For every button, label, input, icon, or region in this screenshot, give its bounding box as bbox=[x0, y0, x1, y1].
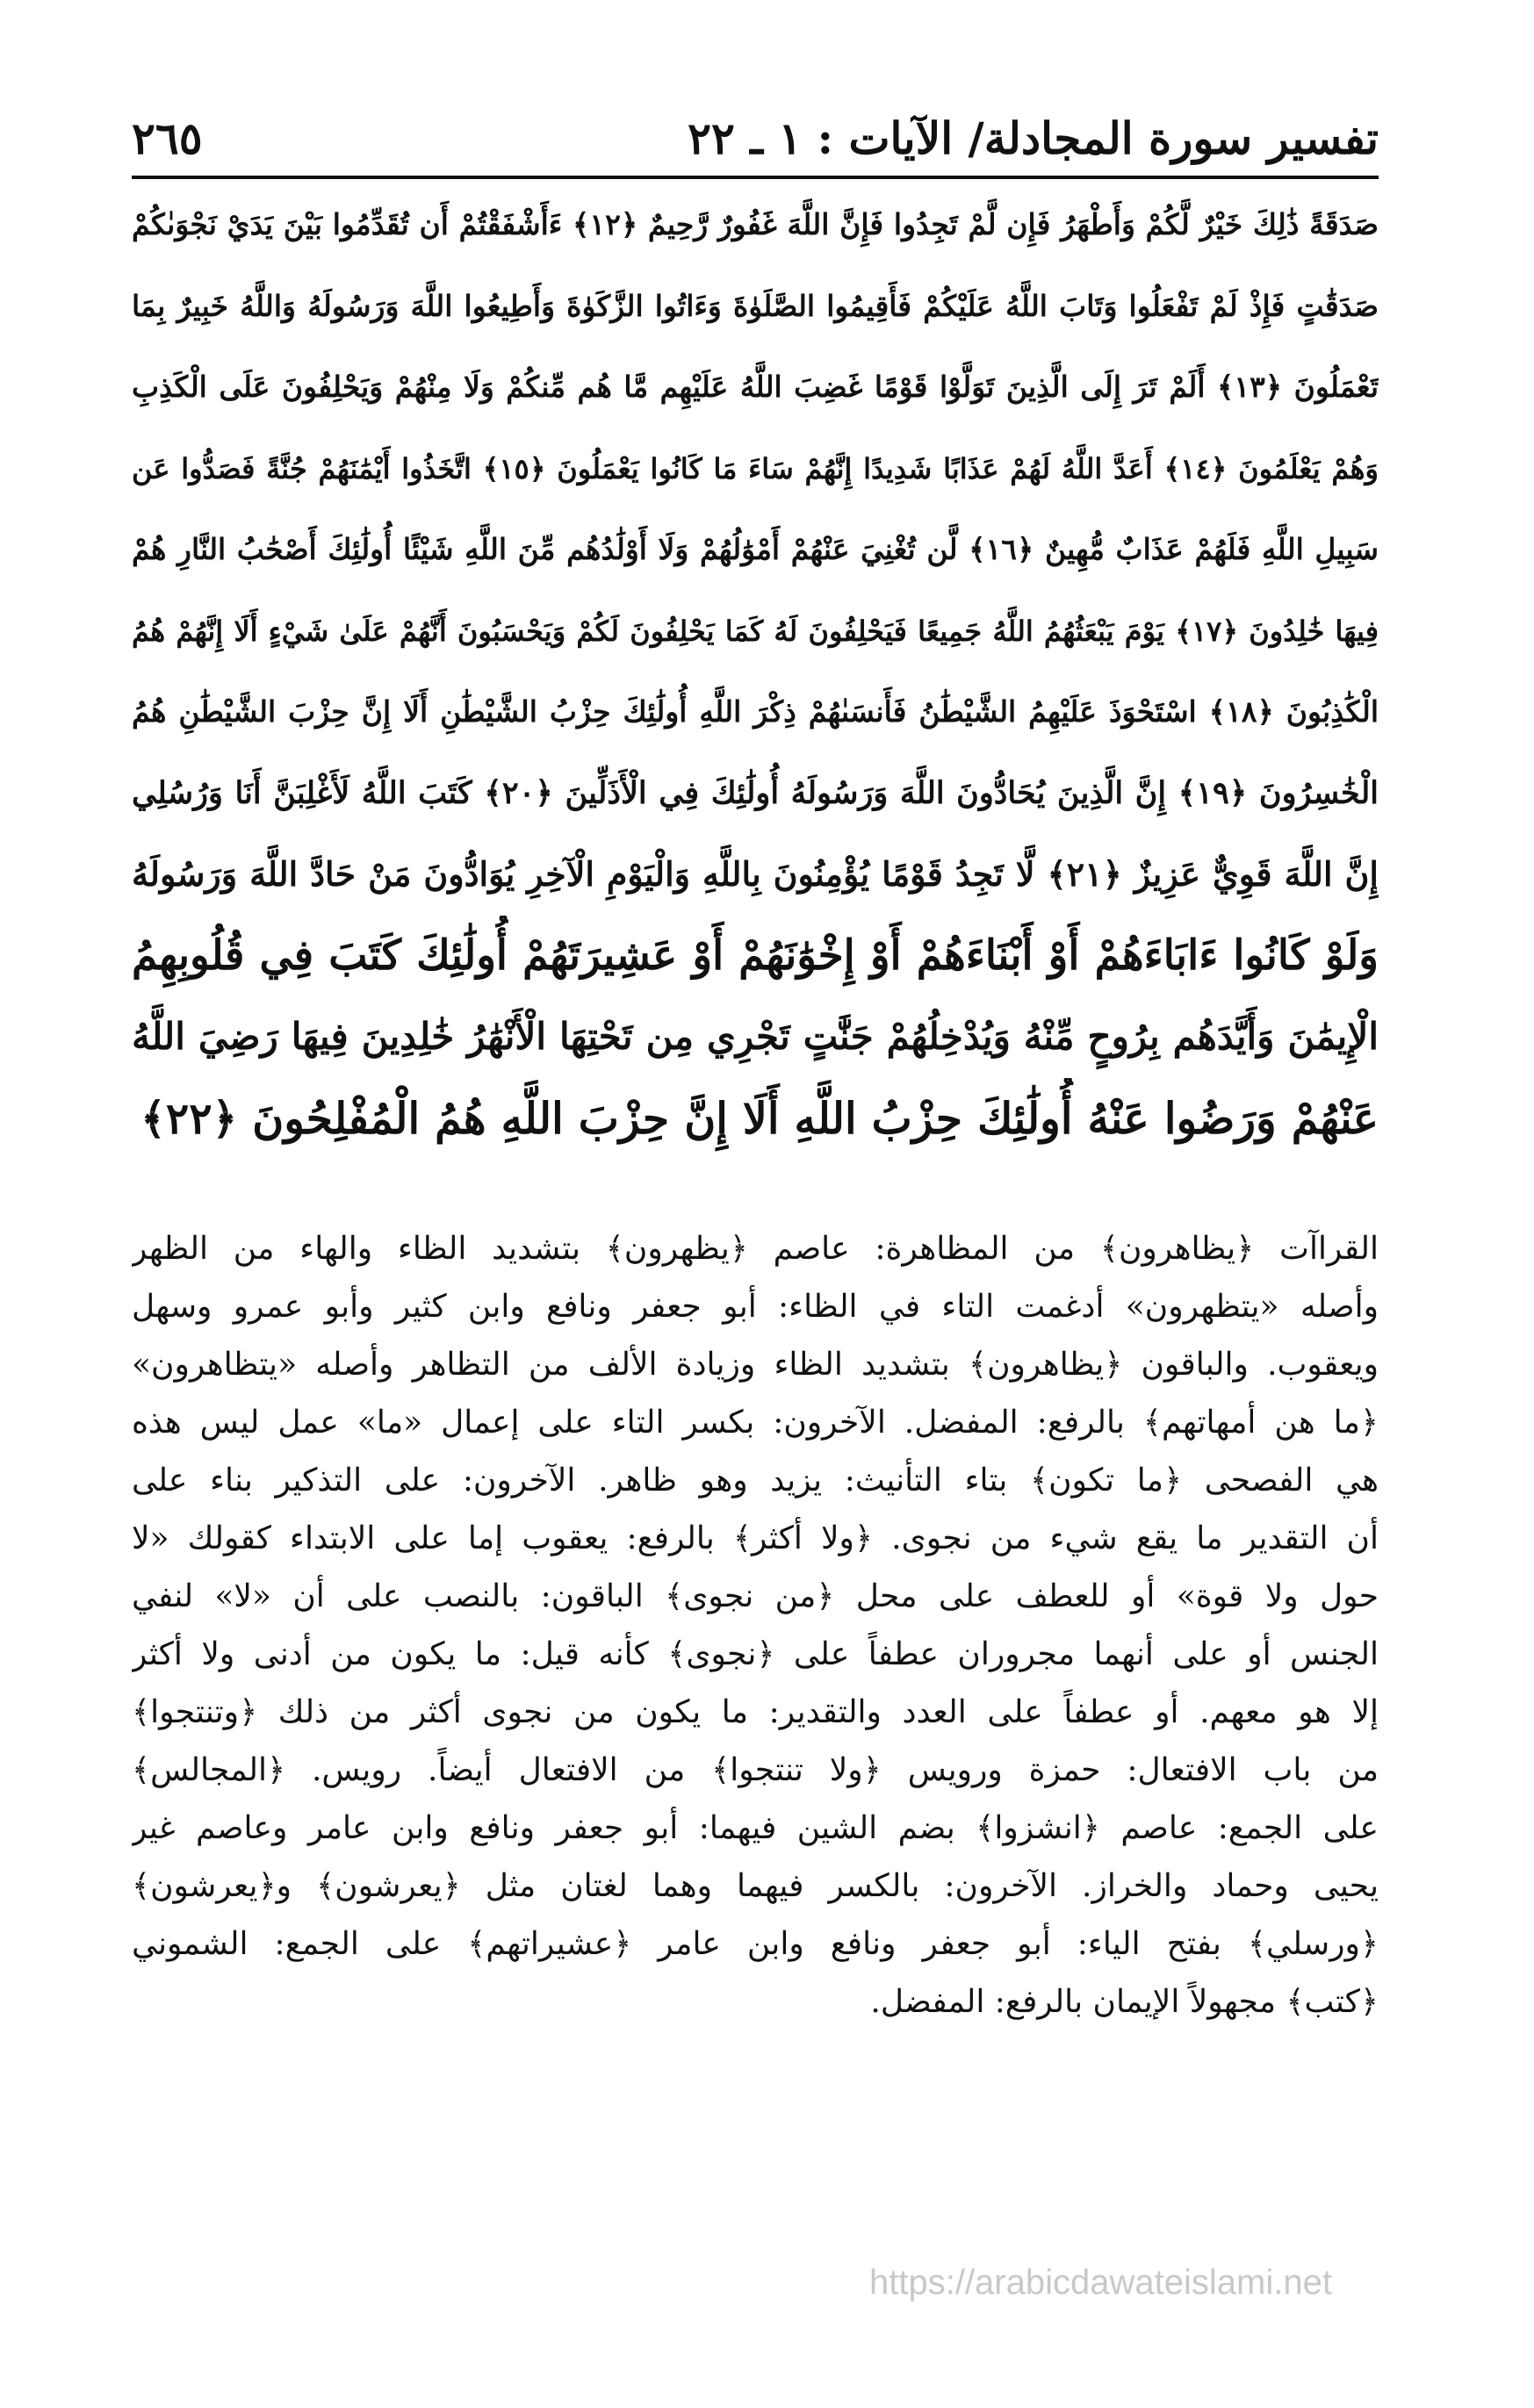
commentary-line: الجنس أو على أنهما مجروران عطفاً على ﴿نجوى﴾ كأنه قيل: ما يكون من أدنى ولا أكثر bbox=[132, 1636, 1379, 1672]
verse-line: صَدَقَةً ذَٰلِكَ خَيْرٌ لَّكُمْ وَأَطْهَرُ فَإِن لَّمْ تَجِدُوا فَإِنَّ اللَّهَ غَفُورٌ رَّحِيمٌ ﴿١٢﴾ ءَأَشْفَقْتُمْ أَن تُقَدِّمُوا بَيْنَ يَدَيْ نَجْوَىٰكُمْ bbox=[132, 207, 1379, 241]
verse-line: صَدَقَٰتٍ فَإِذْ لَمْ تَفْعَلُوا وَتَابَ اللَّهُ عَلَيْكُمْ فَأَقِيمُوا الصَّلَوٰةَ وَءَاتُوا الزَّكَوٰةَ وَأَطِيعُوا اللَّهَ وَرَسُولَهُ وَاللَّهُ خَبِيرٌ بِمَا bbox=[132, 288, 1379, 323]
commentary-line: يحيى وحماد والخراز. الآخرون: بالكسر فيهما وهما لغتان مثل ﴿يعرشون﴾ و﴿يعرشون﴾ bbox=[132, 1868, 1379, 1904]
quran-verses bbox=[132, 184, 1379, 1159]
commentary-line: هي الفصحى ﴿ما تكون﴾ بتاء التأنيث: يزيد وهو ظاهر. الآخرون: على التذكير بناء على bbox=[132, 1463, 1379, 1499]
verse-line: وَهُمْ يَعْلَمُونَ ﴿١٤﴾ أَعَدَّ اللَّهُ لَهُمْ عَذَابًا شَدِيدًا إِنَّهُمْ سَاءَ مَا كَانُوا يَعْمَلُونَ ﴿١٥﴾ اتَّخَذُوا أَيْمَٰنَهُمْ جُنَّةً فَصَدُّوا عَن bbox=[132, 451, 1379, 485]
verse-line: إِنَّ اللَّهَ قَوِيٌّ عَزِيزٌ ﴿٢١﴾ لَّا تَجِدُ قَوْمًا يُؤْمِنُونَ بِاللَّهِ وَالْيَوْمِ الْآخِرِ يُوَادُّونَ مَنْ حَادَّ اللَّهَ وَرَسُولَهُ bbox=[132, 854, 1379, 894]
running-title: تفسير سورة المجادلة/ الآيات : ١ ـ ٢٢ bbox=[688, 112, 1379, 164]
watermark-url: https://arabicdawateislami.net bbox=[869, 2263, 1332, 2302]
verse-line: الْإِيمَٰنَ وَأَيَّدَهُم بِرُوحٍ مِّنْهُ وَيُدْخِلُهُمْ جَنَّٰتٍ تَجْرِي مِن تَحْتِهَا الْأَنْهَٰرُ خَٰلِدِينَ فِيهَا رَضِيَ اللَّهُ bbox=[132, 1015, 1379, 1058]
verse-line: وَلَوْ كَانُوا ءَابَاءَهُمْ أَوْ أَبْنَاءَهُمْ أَوْ إِخْوَٰنَهُمْ أَوْ عَشِيرَتَهُمْ أُولَٰئِكَ كَتَبَ فِي قُلُوبِهِمُ bbox=[132, 931, 1379, 980]
commentary-line: أن التقدير ما يقع شيء من نجوى. ﴿ولا أكثر﴾ بالرفع: يعقوب إما على الابتداء كقولك «لا bbox=[132, 1520, 1379, 1556]
verse-line: سَبِيلِ اللَّهِ فَلَهُمْ عَذَابٌ مُّهِينٌ ﴿١٦﴾ لَّن تُغْنِيَ عَنْهُمْ أَمْوَٰلُهُمْ وَلَا أَوْلَٰدُهُم مِّنَ اللَّهِ شَيْئًا أُولَٰئِكَ أَصْحَٰبُ النَّارِ هُمْ bbox=[132, 532, 1379, 566]
commentary-line: ﴿كتب﴾ مجهولاً الإيمان بالرفع: المفضل. bbox=[870, 1984, 1379, 2020]
commentary-line: حول ولا قوة» أو للعطف على محل ﴿من نجوى﴾ الباقون: بالنصب على أن «لا» لنفي bbox=[132, 1578, 1379, 1614]
commentary-line: ويعقوب. والباقون ﴿يظاهرون﴾ بتشديد الظاء وزيادة الألف من التظاهر وأصله «يتظاهرون» bbox=[132, 1347, 1379, 1383]
commentary-line: على الجمع: عاصم ﴿انشزوا﴾ بضم الشين فيهما: أبو جعفر ونافع وابن عامر وعاصم غير bbox=[132, 1810, 1379, 1846]
commentary-line: القراآت ﴿يظاهرون﴾ من المظاهرة: عاصم ﴿يظهرون﴾ بتشديد الظاء والهاء من الظهر bbox=[132, 1231, 1379, 1267]
commentary-line: من باب الافتعال: حمزة ورويس ﴿ولا تنتجوا﴾ من الافتعال أيضاً. رويس. ﴿المجالس﴾ bbox=[132, 1752, 1379, 1788]
page-number: ٢٦٥ bbox=[132, 112, 203, 164]
verse-line: تَعْمَلُونَ ﴿١٣﴾ أَلَمْ تَرَ إِلَى الَّذِينَ تَوَلَّوْا قَوْمًا غَضِبَ اللَّهُ عَلَيْهِم مَّا هُم مِّنكُمْ وَلَا مِنْهُمْ وَيَحْلِفُونَ عَلَى الْكَذِبِ bbox=[132, 370, 1379, 404]
verse-line: عَنْهُمْ وَرَضُوا عَنْهُ أُولَٰئِكَ حِزْبُ اللَّهِ أَلَا إِنَّ حِزْبَ اللَّهِ هُمُ الْمُفْلِحُونَ ﴿٢٢﴾ bbox=[140, 1092, 1379, 1144]
commentary-line: ﴿ما هن أمهاتهم﴾ بالرفع: المفضل. الآخرون: بكسر التاء على إعمال «ما» عمل ليس هذه bbox=[132, 1405, 1379, 1441]
page-header bbox=[132, 105, 1379, 179]
verse-line: الْخَٰسِرُونَ ﴿١٩﴾ إِنَّ الَّذِينَ يُحَادُّونَ اللَّهَ وَرَسُولَهُ أُولَٰئِكَ فِي الْأَذَلِّينَ ﴿٢٠﴾ كَتَبَ اللَّهُ لَأَغْلِبَنَّ أَنَا وَرُسُلِي bbox=[132, 774, 1379, 811]
commentary-line: وأصله «يتظهرون» أدغمت التاء في الظاء: أبو جعفر ونافع وابن كثير وأبو عمرو وسهل bbox=[132, 1289, 1379, 1325]
commentary-line: إلا هو معهم. أو عطفاً على العدد والتقدير: ما يكون من نجوى أكثر من ذلك ﴿وتنتجوا﴾ bbox=[132, 1694, 1379, 1730]
verse-line: فِيهَا خَٰلِدُونَ ﴿١٧﴾ يَوْمَ يَبْعَثُهُمُ اللَّهُ جَمِيعًا فَيَحْلِفُونَ لَهُ كَمَا يَحْلِفُونَ لَكُمْ وَيَحْسَبُونَ أَنَّهُمْ عَلَىٰ شَيْءٍ أَلَا إِنَّهُمْ هُمُ bbox=[132, 614, 1379, 648]
commentary-text bbox=[132, 1220, 1379, 2031]
commentary-line: ﴿ورسلي﴾ بفتح الياء: أبو جعفر ونافع وابن عامر ﴿عشيراتهم﴾ على الجمع: الشموني bbox=[132, 1926, 1379, 1962]
verse-line: الْكَٰذِبُونَ ﴿١٨﴾ اسْتَحْوَذَ عَلَيْهِمُ الشَّيْطَٰنُ فَأَنسَىٰهُمْ ذِكْرَ اللَّهِ أُولَٰئِكَ حِزْبُ الشَّيْطَٰنِ أَلَا إِنَّ حِزْبَ الشَّيْطَٰنِ هُمُ bbox=[132, 694, 1379, 729]
